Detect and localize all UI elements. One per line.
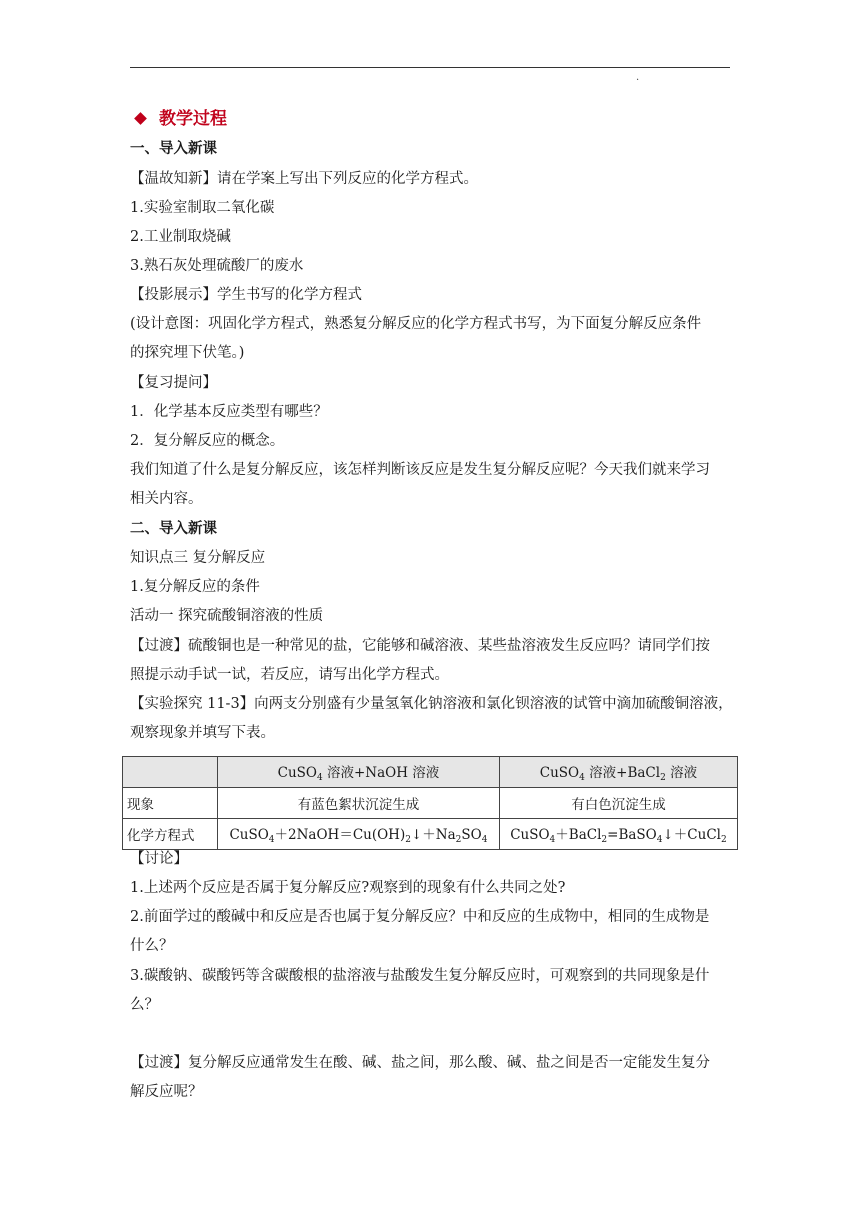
list-item: 1.上述两个反应是否属于复分解反应?观察到的现象有什么共同之处? <box>130 880 566 896</box>
table-header-cell: CuSO$_4$ 溶液+BaCl$_2$ 溶液 <box>499 757 737 788</box>
table-cell: $CuSO_4+2NaOH=Cu(OH)_2↓+Na_2SO_4$ <box>218 819 500 850</box>
heading-intro: 一、导入新课 <box>130 140 217 157</box>
paragraph: 【复习提问】 <box>130 375 217 391</box>
list-item: 3.碳酸钠、碳酸钙等含碳酸根的盐溶液与盐酸发生复分解反应时，可观察到的共同现象是什 <box>130 968 710 984</box>
paragraph: 【温故知新】请在学案上写出下列反应的化学方程式。 <box>130 171 478 187</box>
paragraph: 【过渡】硫酸铜也是一种常见的盐，它能够和碱溶液、某些盐溶液发生反应吗？请同学们按 <box>130 638 710 654</box>
header-dot: . <box>636 72 640 83</box>
table-row <box>123 819 738 850</box>
section-title <box>130 104 227 129</box>
list-item: 什么？ <box>130 938 174 954</box>
paragraph: 解反应呢？ <box>130 1084 203 1100</box>
paragraph: 【实验探究 11-3】向两支分别盛有少量氢氧化钠溶液和氯化钡溶液的试管中滴加硫酸铜溶液， <box>130 696 733 712</box>
table-header-cell: CuSO$_4$ 溶液+NaOH 溶液 <box>218 757 500 788</box>
table-cell: 现象 <box>123 788 218 819</box>
paragraph: 【投影展示】学生书写的化学方程式 <box>130 287 362 303</box>
paragraph: (设计意图：巩固化学方程式，熟悉复分解反应的化学方程式书写，为下面复分解反应条件 <box>130 316 702 332</box>
table-cell: 有蓝色絮状沉淀生成 <box>218 788 500 819</box>
paragraph: 我们知道了什么是复分解反应，该怎样判断该反应是发生复分解反应呢？今天我们就来学习 <box>130 462 710 478</box>
table-cell: 有白色沉淀生成 <box>499 788 737 819</box>
paragraph: 1.复分解反应的条件 <box>130 579 260 595</box>
paragraph: 的探究埋下伏笔。) <box>130 345 245 361</box>
list-item: 2.工业制取烧碱 <box>130 229 231 245</box>
list-item: 1.实验室制取二氧化碳 <box>130 200 275 216</box>
table-row <box>123 788 738 819</box>
paragraph: 照提示动手试一试，若反应，请写出化学方程式。 <box>130 667 449 683</box>
table-cell: 化学方程式 <box>123 819 218 850</box>
paragraph: 活动一 探究硫酸铜溶液的性质 <box>130 608 324 624</box>
paragraph: 知识点三 复分解反应 <box>130 550 266 566</box>
table-cell <box>123 757 218 788</box>
experiment-table <box>122 756 738 850</box>
paragraph: 【过渡】复分解反应通常发生在酸、碱、盐之间，那么酸、碱、盐之间是否一定能发生复分 <box>130 1055 710 1071</box>
table-header-row <box>123 757 738 788</box>
list-item: 2．复分解反应的概念。 <box>130 433 285 449</box>
list-item: 2.前面学过的酸碱中和反应是否也属于复分解反应？中和反应的生成物中，相同的生成物是 <box>130 909 710 925</box>
list-item: 1．化学基本反应类型有哪些？ <box>130 404 328 420</box>
paragraph: 观察现象并填写下表。 <box>130 725 275 741</box>
header-rule <box>130 67 730 68</box>
paragraph: 相关内容。 <box>130 491 203 507</box>
table-cell: CuSO$_4$＋BaCl$_2$=BaSO$_4$↓＋CuCl$_2$ <box>499 819 737 850</box>
diamond-bullet-icon <box>134 112 147 125</box>
list-item: 3.熟石灰处理硫酸厂的废水 <box>130 258 304 274</box>
list-item: 么？ <box>130 997 159 1013</box>
heading-new-lesson: 二、导入新课 <box>130 520 217 537</box>
section-title-text: 教学过程 <box>159 109 227 129</box>
paragraph: 【讨论】 <box>130 851 188 867</box>
